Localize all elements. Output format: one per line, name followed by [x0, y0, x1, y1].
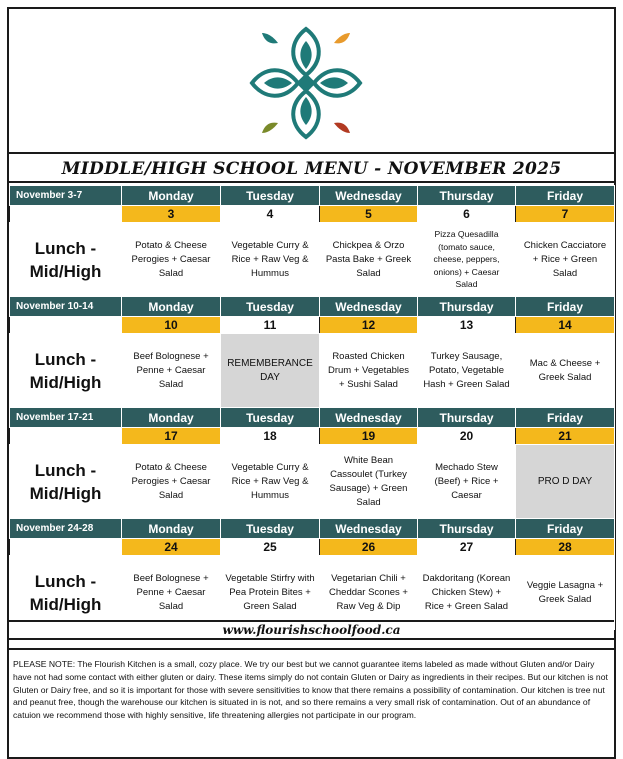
date-cell: 20 — [418, 428, 516, 445]
no-school-day-cell: REMEMBERANCE DAY — [221, 334, 320, 408]
date-row — [10, 206, 615, 223]
meal-cell: Mechado Stew (Beef) + Rice + Caesar — [418, 445, 516, 519]
meal-cell: Potato & Cheese Perogies + Caesar Salad — [122, 445, 221, 519]
lunch-label-line2: Mid/High — [29, 261, 102, 281]
day-header-wednesday: Wednesday — [320, 186, 418, 206]
week-header-row — [10, 186, 615, 206]
day-header-monday: Monday — [122, 519, 221, 539]
day-header-thursday: Thursday — [418, 297, 516, 317]
date-cell: 4 — [221, 206, 320, 223]
lunch-label — [10, 445, 122, 519]
date-row-spacer — [10, 317, 122, 334]
date-cell: 27 — [418, 539, 516, 556]
lunch-label-line2: Mid/High — [29, 483, 102, 503]
date-cell: 13 — [418, 317, 516, 334]
allergy-note: PLEASE NOTE: The Flourish Kitchen is a small, cozy place. We try our best but we cannot guarantee items labeled as made without Gluten and/or Dairy have not had some contact with either gluten or dairy. These items simply do not contain Gluten or Dairy as ingredients in their recipes. But our kitchen is not Gluten or Dairy free, and so it is important for those with severe sensitivities to know that there remains a possibility of contamination. Our kitchen is tree nut and peanut free, though the warehouse our kitchen is situated in is not, and so there remains a very small risk of contamination. Out of an abundance of catuion we recommend those with highly sensitive, life threatening allergies not participate in our program. — [13, 659, 608, 721]
no-school-day-cell: PRO D DAY — [516, 445, 615, 519]
day-header-friday: Friday — [516, 186, 615, 206]
date-row-spacer — [10, 539, 122, 556]
day-header-tuesday: Tuesday — [221, 408, 320, 428]
meal-cell: Beef Bolognese + Penne + Caesar Salad — [122, 556, 221, 630]
day-header-wednesday: Wednesday — [320, 297, 418, 317]
lunch-label — [10, 223, 122, 297]
website-link[interactable]: www.flourishschoolfood.ca — [222, 623, 401, 637]
lunch-label-line1: Lunch - — [34, 571, 97, 591]
website-bar — [9, 620, 614, 640]
day-header-friday: Friday — [516, 297, 615, 317]
menu-sheet — [7, 7, 616, 759]
date-cell: 3 — [122, 206, 221, 223]
day-header-monday: Monday — [122, 408, 221, 428]
day-header-wednesday: Wednesday — [320, 408, 418, 428]
lunch-label — [10, 334, 122, 408]
lunch-row — [10, 334, 615, 408]
date-cell: 21 — [516, 428, 615, 445]
lunch-row — [10, 223, 615, 297]
date-row — [10, 317, 615, 334]
meal-cell: Vegetable Stirfry with Pea Protein Bites + Green Salad — [221, 556, 320, 630]
lunch-label-line1: Lunch - — [34, 349, 97, 369]
day-header-tuesday: Tuesday — [221, 186, 320, 206]
date-cell: 19 — [320, 428, 418, 445]
meal-cell: White Bean Cassoulet (Turkey Sausage) + Green Salad — [320, 445, 418, 519]
date-cell: 7 — [516, 206, 615, 223]
meal-cell: Vegetable Curry & Rice + Raw Veg & Hummus — [221, 445, 320, 519]
meal-cell: Turkey Sausage, Potato, Vegetable Hash + Green Salad — [418, 334, 516, 408]
meal-cell: Chicken Cacciatore + Rice + Green Salad — [516, 223, 615, 297]
meal-cell: Veggie Lasagna + Greek Salad — [516, 556, 615, 630]
lunch-label-line2: Mid/High — [29, 372, 102, 392]
lunch-label — [10, 556, 122, 630]
date-cell: 5 — [320, 206, 418, 223]
week-header-row — [10, 408, 615, 428]
date-cell: 28 — [516, 539, 615, 556]
lunch-label-line1: Lunch - — [34, 238, 97, 258]
meal-cell: Vegetarian Chili + Cheddar Scones + Raw Veg & Dip — [320, 556, 418, 630]
day-header-monday: Monday — [122, 186, 221, 206]
day-header-thursday: Thursday — [418, 186, 516, 206]
meal-cell: Beef Bolognese + Penne + Caesar Salad — [122, 334, 221, 408]
date-cell: 6 — [418, 206, 516, 223]
date-cell: 24 — [122, 539, 221, 556]
meal-cell: Potato & Cheese Perogies + Caesar Salad — [122, 223, 221, 297]
day-header-thursday: Thursday — [418, 408, 516, 428]
meal-cell: Roasted Chicken Drum + Vegetables + Sushi Salad — [320, 334, 418, 408]
day-header-tuesday: Tuesday — [221, 297, 320, 317]
day-header-monday: Monday — [122, 297, 221, 317]
lunch-label-line2: Mid/High — [29, 594, 102, 614]
meal-cell: Vegetable Curry & Rice + Raw Veg & Hummus — [221, 223, 320, 297]
date-row-spacer — [10, 206, 122, 223]
week-range-label: November 17-21 — [10, 408, 122, 428]
meal-cell: Pizza Quesadilla (tomato sauce, cheese, peppers, onions) + Caesar Salad — [418, 223, 516, 297]
week-range-label: November 3-7 — [10, 186, 122, 206]
week-header-row — [10, 519, 615, 539]
lunch-row — [10, 556, 615, 630]
date-row-spacer — [10, 428, 122, 445]
date-row — [10, 428, 615, 445]
menu-table — [9, 185, 615, 630]
date-cell: 10 — [122, 317, 221, 334]
date-cell: 25 — [221, 539, 320, 556]
week-range-label: November 24-28 — [10, 519, 122, 539]
date-cell: 12 — [320, 317, 418, 334]
day-header-wednesday: Wednesday — [320, 519, 418, 539]
lunch-label-line1: Lunch - — [34, 460, 97, 480]
page-title: MIDDLE/HIGH SCHOOL MENU - NOVEMBER 2025 — [61, 158, 562, 179]
day-header-tuesday: Tuesday — [221, 519, 320, 539]
date-row — [10, 539, 615, 556]
menu-title-bar — [9, 156, 614, 183]
flourish-flower-logo-icon — [246, 23, 366, 143]
lunch-row — [10, 445, 615, 519]
week-header-row — [10, 297, 615, 317]
date-cell: 17 — [122, 428, 221, 445]
date-cell: 11 — [221, 317, 320, 334]
day-header-friday: Friday — [516, 408, 615, 428]
week-range-label: November 10-14 — [10, 297, 122, 317]
meal-cell: Mac & Cheese + Greek Salad — [516, 334, 615, 408]
date-cell: 26 — [320, 539, 418, 556]
logo-area — [9, 9, 614, 154]
day-header-thursday: Thursday — [418, 519, 516, 539]
divider — [9, 642, 614, 650]
day-header-friday: Friday — [516, 519, 615, 539]
meal-cell: Dakdoritang (Korean Chicken Stew) + Rice + Green Salad — [418, 556, 516, 630]
date-cell: 14 — [516, 317, 615, 334]
date-cell: 18 — [221, 428, 320, 445]
meal-cell: Chickpea & Orzo Pasta Bake + Greek Salad — [320, 223, 418, 297]
